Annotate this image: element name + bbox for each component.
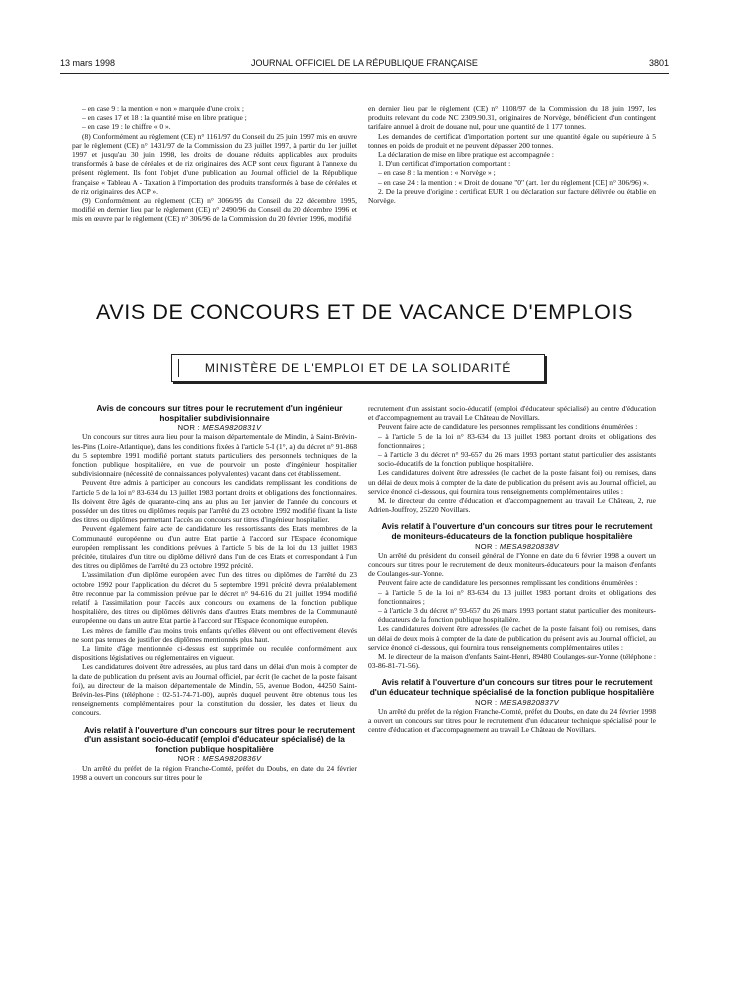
avis-title: Avis de concours sur titres pour le recrutement d'un ingénieur hospitalier subdivisionnaire [96,403,343,423]
main-left-column [72,404,357,782]
paragraph: Les demandes de certificat d'importation portent sur une quantité égale ou supérieure à 5 tonnes en poids de produit et ne peuvent dépasser 200 tonnes. [368,131,656,150]
ministry-name: MINISTÈRE DE L'EMPLOI ET DE LA SOLIDARITÉ [204,361,512,375]
header-rule [60,73,669,74]
paragraph: en dernier lieu par le règlement (CE) n° 1108/97 de la Commission du 18 juin 1997, les produits relevant du code NC 2309.90.31, originaires de Norvège, bénéficient d'un contingent tarifaire annuel à droit de douane nul, pour une quantité de 1 177 tonnes. [368,104,656,132]
header-journal-title: JOURNAL OFFICIEL DE LA RÉPUBLIQUE FRANÇAISE [251,58,478,68]
paragraph: Les candidatures doivent être adressées (le cachet de la poste faisant foi) ou remises, dans un délai de deux mois à compter de la date de publication du présent avis au Journal officiel, au service énoncé ci-dessous, qui fournira tous renseignements complémentaires utiles : [368,624,656,652]
avis-title: Avis relatif à l'ouverture d'un concours sur titres pour le recrutement d'un éducateur technique spécialisé de la fonction publique hospitalière [369,677,655,698]
ministry-box-bar [178,359,179,377]
paragraph: Peuvent être admis à participer au concours les candidats remplissant les conditions de l'article 5 de la loi n° 83-634 du 13 juillet 1983 portant droits et obligations des fonctionnaires. Ils doivent être âgés de quarante-cinq ans au plus au 1er janvier de l'année du concours et posséder un des titres ou diplômes requis par l'arrêté du 23 octobre 1992 modifié fixant la liste des titres ou diplômes permettant l'accès au concours sur titres d'ingénieur hospitalier. [72,478,357,525]
paragraph: Un arrêté du président du conseil général de l'Yonne en date du 6 février 1998 a ouvert un concours sur titres pour le recrutement de deux moniteurs-éducateurs pour la maison d'enfants de Coulanges-sur-Yonne. [368,550,656,579]
paragraph: Peuvent également faire acte de candidature les ressortissants des Etats membres de la Communauté européenne ou d'un autre Etat partie à l'accord sur l'Espace économique européen remplissant les conditions prévues à l'article 5 bis de la loi du 13 juillet 1983 précitée, titulaires d'un titre ou diplôme délivré dans l'un de ces Etats et correspondant à l'un des titres ou diplômes de l'arrêté du 23 octobre 1992 précité. [72,524,357,571]
list-item: – à l'article 5 de la loi n° 83-634 du 13 juillet 1983 portant droits et obligations des fonctionnaires ; [378,431,656,450]
list-item: – en case 8 : la mention : « Norvège » ; [378,168,496,178]
list-item: – en case 24 : la mention : « Droit de douane "0" (art. 1er du règlement [CE] n° 306/96) ». [378,177,649,187]
list-item: – à l'article 3 du décret n° 93-657 du 26 mars 1993 portant statut particulier des assistants socio-éducatifs de la fonction publique hospitalière. [378,450,656,469]
header-page-number: 3801 [648,58,669,68]
paragraph: Les candidatures doivent être adressées (le cachet de la poste faisant foi) ou remises, dans un délai de deux mois à compter de la date de publication du présent avis au Journal officiel, au service énoncé ci-dessous, qui fournira tous renseignements complémentaires utiles : [368,468,656,496]
nor-reference: NOR : MESA9820837V [475,697,559,707]
list-item: – en cases 17 et 18 : la quantité mise en libre pratique ; [82,113,247,123]
top-right-column [368,104,656,205]
paragraph: 2. De la preuve d'origine : certificat EUR 1 ou déclaration sur facture délivrée ou établie en Norvège. [368,186,656,206]
avis-title: Avis relatif à l'ouverture d'un concours sur titres pour le recrutement de moniteurs-éducateurs de la fonction publique hospitalière [381,521,653,542]
paragraph: 1. D'un certificat d'importation comportant : [378,159,511,169]
nor-reference: NOR : MESA9820831V [177,423,262,433]
paragraph: Les candidatures doivent être adressées, au plus tard dans un délai d'un mois à compter de la date de publication du présent avis au Journal officiel, par écrit (le cachet de la poste faisant foi), au directeur de la maison départementale de Mindin, 55, avenue Bodon, 44250 Saint-Brévin-les-Pins (téléphone : 02-51-74-71-00), auprès duquel peuvent être obtenus tous les renseignements complémentaires pour la constitution du dossier, les dates et lieux du concours. [72,662,357,718]
paragraph: Peuvent faire acte de candidature les personnes remplissant les conditions énumérées : [378,578,638,588]
paragraph: M. le directeur de la maison d'enfants Saint-Henri, 89480 Coulanges-sur-Yonne (téléphone : 03-86-81-71-56). [368,652,656,671]
paragraph: (9) Conformément au règlement (CE) n° 3066/95 du Conseil du 22 décembre 1995, modifié en dernier lieu par le règlement (CE) n° 2490/96 du Conseil du 20 décembre 1996 et mis en œuvre par le règlement (CE) n° 306/96 de la Commission du 20 février 1996, modifié [72,196,357,224]
paragraph: L'assimilation d'un diplôme européen avec l'un des titres ou diplômes de l'arrêté du 23 octobre 1992 pour l'application du décret du 5 septembre 1991 précité devra préalablement être reconnue par la commission prévue par le décret n° 94-616 du 21 juillet 1994 modifié relatif à l'assimilation pour l'accès aux concours ou examens de la fonction publique hospitalière, des titres ou diplômes délivrés dans d'autres Etats membres de la Communauté européenne ou dans un autre Etat partie à l'accord sur l'Espace économique européen. [72,570,357,626]
header-date: 13 mars 1998 [60,58,116,68]
paragraph: Les mères de famille d'au moins trois enfants qu'elles élèvent ou ont effectivement élevés ne sont pas tenues de justifier des diplômes mentionnés plus haut. [72,625,357,644]
paragraph: La limite d'âge mentionnée ci-dessus est supprimée ou reculée conformément aux dispositions législatives ou réglementaires en vigueur. [72,644,357,663]
list-item: – à l'article 5 de la loi n° 83-634 du 13 juillet 1983 portant droits et obligations des fonctionnaires ; [378,587,656,606]
paragraph: La déclaration de mise en libre pratique est accompagnée : [378,150,554,160]
list-item: – à l'article 3 du décret n° 93-657 du 26 mars 1993 portant statut particulier des moniteurs-éducateurs de la fonction publique hospitalière. [378,606,656,625]
nor-reference: NOR : MESA9820838V [475,541,559,551]
avis-title: Avis relatif à l'ouverture d'un concours sur titres pour le recrutement d'un assistant socio-éducatif (emploi d'éducateur spécialisé) de la fonction publique hospitalière [83,724,356,754]
paragraph: Un arrêté du préfet de la région Franche-Comté, préfet du Doubs, en date du 24 février 1998 a ouvert un concours sur titres pour le [72,763,357,782]
list-item: – en case 19 : le chiffre « 0 ». [82,122,171,132]
main-right-column [368,404,656,734]
paragraph: (8) Conformément au règlement (CE) n° 1161/97 du Conseil du 25 juin 1997 mis en œuvre par le règlement (CE) n° 1431/97 de la Commission du 23 juillet 1997, à partir du 1er juillet 1997 et jusqu'au 30 juin 1998, les droits de douane réduits applicables aux produits transformés à base de céréales et de riz originaires des ACP sont ceux figurant à l'annexe du présent règlement. Ils font l'objet d'une publication au Journal officiel de la République française « Tableau A - Taxation à l'importation des produits transformés à base de céréales et de riz originaires des ACP ». [72,131,357,196]
paragraph: recrutement d'un assistant socio-éducatif (emploi d'éducateur spécialisé) au centre d'éducation et d'accompagnement au travail Le Château de Novillars. [368,404,656,423]
list-item: – en case 9 : la mention « non » marquée d'une croix ; [82,104,244,113]
paragraph: M. le directeur du centre d'éducation et d'accompagnement au travail Le Château, 2, rue Adrien-Jouffroy, 25220 Novillars. [368,496,656,515]
section-title: AVIS DE CONCOURS ET DE VACANCE D'EMPLOIS [95,300,634,324]
paragraph: Un arrêté du préfet de la région Franche-Comté, préfet du Doubs, en date du 24 février 1998 a ouvert un concours sur titres pour le recrutement d'un éducateur technique spécialisé pour le centre d'éducation et d'accompagnement au travail Le Château de Novillars. [368,706,656,735]
ministry-box [171,354,545,382]
nor-reference: NOR : MESA9820836V [177,754,262,764]
page-header [60,58,669,72]
paragraph: Un concours sur titres aura lieu pour la maison départementale de Mindin, à Saint-Brévin-les-Pins (Loire-Atlantique), dans les conditions fixées à l'article 5-I (1°, a) du décret n° 91-868 du 5 septembre 1991 modifié portant statuts particuliers des personnels techniques de la fonction publique hospitalière, en vue de pourvoir un poste d'ingénieur hospitalier subdivisionnaire (nécessité de connaissances polyvalentes) vacant dans cet établissement. [72,432,357,479]
top-left-column [72,104,357,224]
paragraph: Peuvent faire acte de candidature les personnes remplissant les conditions énumérées : [378,422,638,432]
